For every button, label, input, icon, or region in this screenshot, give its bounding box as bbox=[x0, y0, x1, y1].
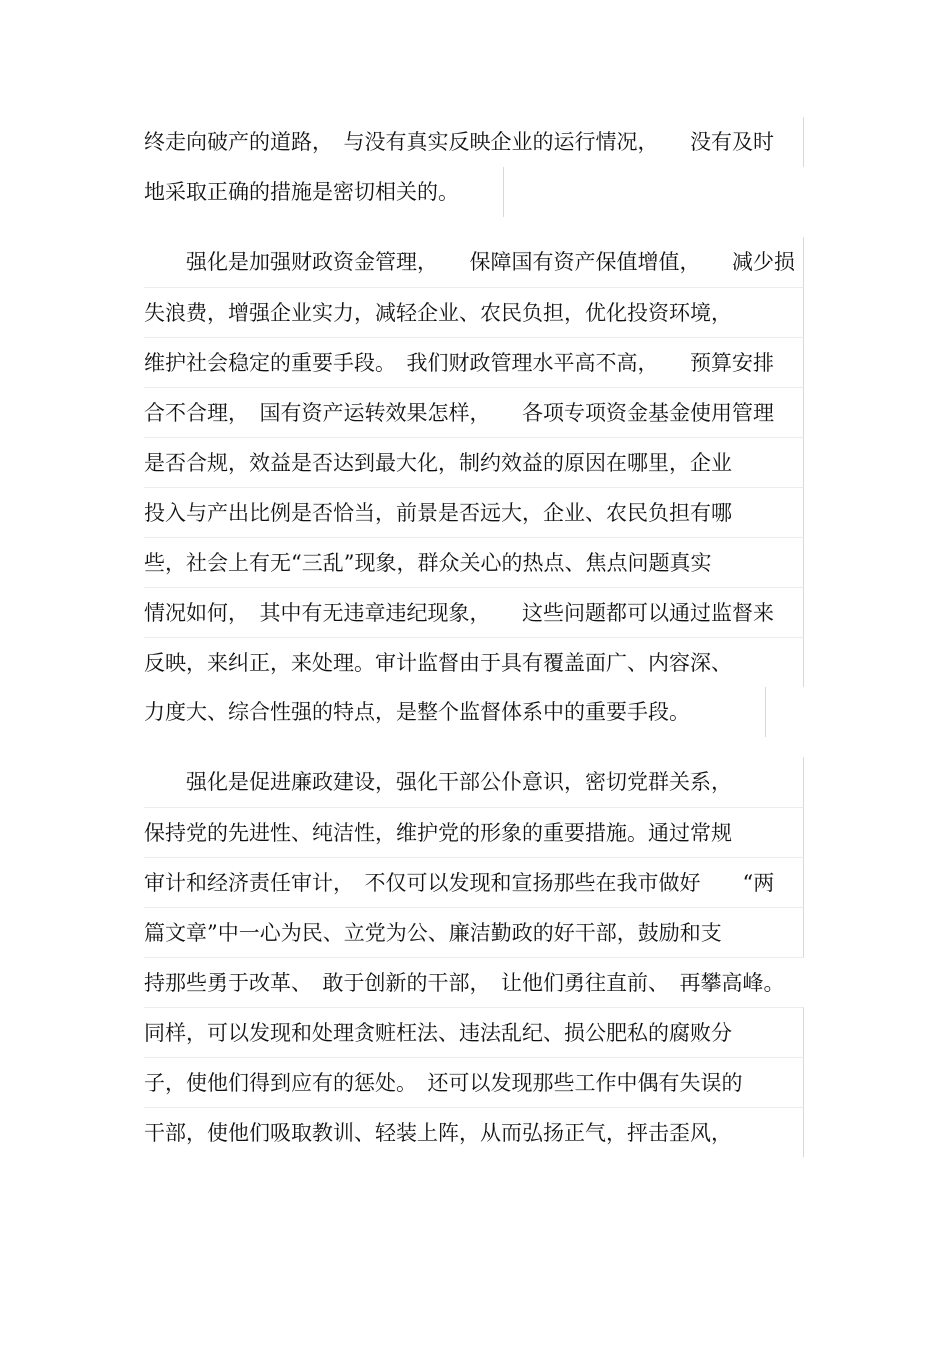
paragraph-2 bbox=[144, 237, 816, 737]
paragraph-3 bbox=[144, 757, 816, 1157]
text-line: 终走向破产的道路， 与没有真实反映企业的运行情况， 没有及时 bbox=[144, 117, 804, 167]
text-line: 干部，使他们吸取教训、轻装上阵，从而弘扬正气，抨击歪风， bbox=[144, 1107, 804, 1157]
paragraph-gap bbox=[144, 217, 816, 237]
text-line: 保持党的先进性、纯洁性，维护党的形象的重要措施。通过常规 bbox=[144, 807, 804, 857]
paragraph-gap bbox=[144, 737, 816, 757]
text-line: 失浪费，增强企业实力，减轻企业、农民负担，优化投资环境， bbox=[144, 287, 804, 337]
text-line: 审计和经济责任审计， 不仅可以发现和宣扬那些在我市做好 “两 bbox=[144, 857, 804, 907]
text-line: 反映，来纠正，来处理。审计监督由于具有覆盖面广、内容深、 bbox=[144, 637, 804, 687]
text-line: 持那些勇于改革、 敢于创新的干部， 让他们勇往直前、 再攀高峰。 bbox=[144, 957, 804, 1007]
text-line: 维护社会稳定的重要手段。 我们财政管理水平高不高， 预算安排 bbox=[144, 337, 804, 387]
paragraph-1 bbox=[144, 117, 816, 217]
text-line: 子，使他们得到应有的惩处。 还可以发现那些工作中偶有失误的 bbox=[144, 1057, 804, 1107]
text-line: 合不合理， 国有资产运转效果怎样， 各项专项资金基金使用管理 bbox=[144, 387, 804, 437]
text-line: 同样，可以发现和处理贪赃枉法、违法乱纪、损公肥私的腐败分 bbox=[144, 1007, 804, 1057]
text-line: 些，社会上有无“三乱”现象，群众关心的热点、焦点问题真实 bbox=[144, 537, 804, 587]
document-body bbox=[144, 117, 816, 1157]
text-line: 力度大、综合性强的特点，是整个监督体系中的重要手段。 bbox=[144, 687, 766, 737]
text-line: 投入与产出比例是否恰当，前景是否远大，企业、农民负担有哪 bbox=[144, 487, 804, 537]
text-line: 情况如何， 其中有无违章违纪现象， 这些问题都可以通过监督来 bbox=[144, 587, 804, 637]
text-line: 地采取正确的措施是密切相关的。 bbox=[144, 167, 504, 217]
text-line: 强化是加强财政资金管理， 保障国有资产保值增值， 减少损 bbox=[144, 237, 804, 287]
text-line: 是否合规，效益是否达到最大化，制约效益的原因在哪里，企业 bbox=[144, 437, 804, 487]
text-line: 强化是促进廉政建设，强化干部公仆意识，密切党群关系， bbox=[144, 757, 804, 807]
text-line: 篇文章”中一心为民、立党为公、廉洁勤政的好干部，鼓励和支 bbox=[144, 907, 804, 957]
